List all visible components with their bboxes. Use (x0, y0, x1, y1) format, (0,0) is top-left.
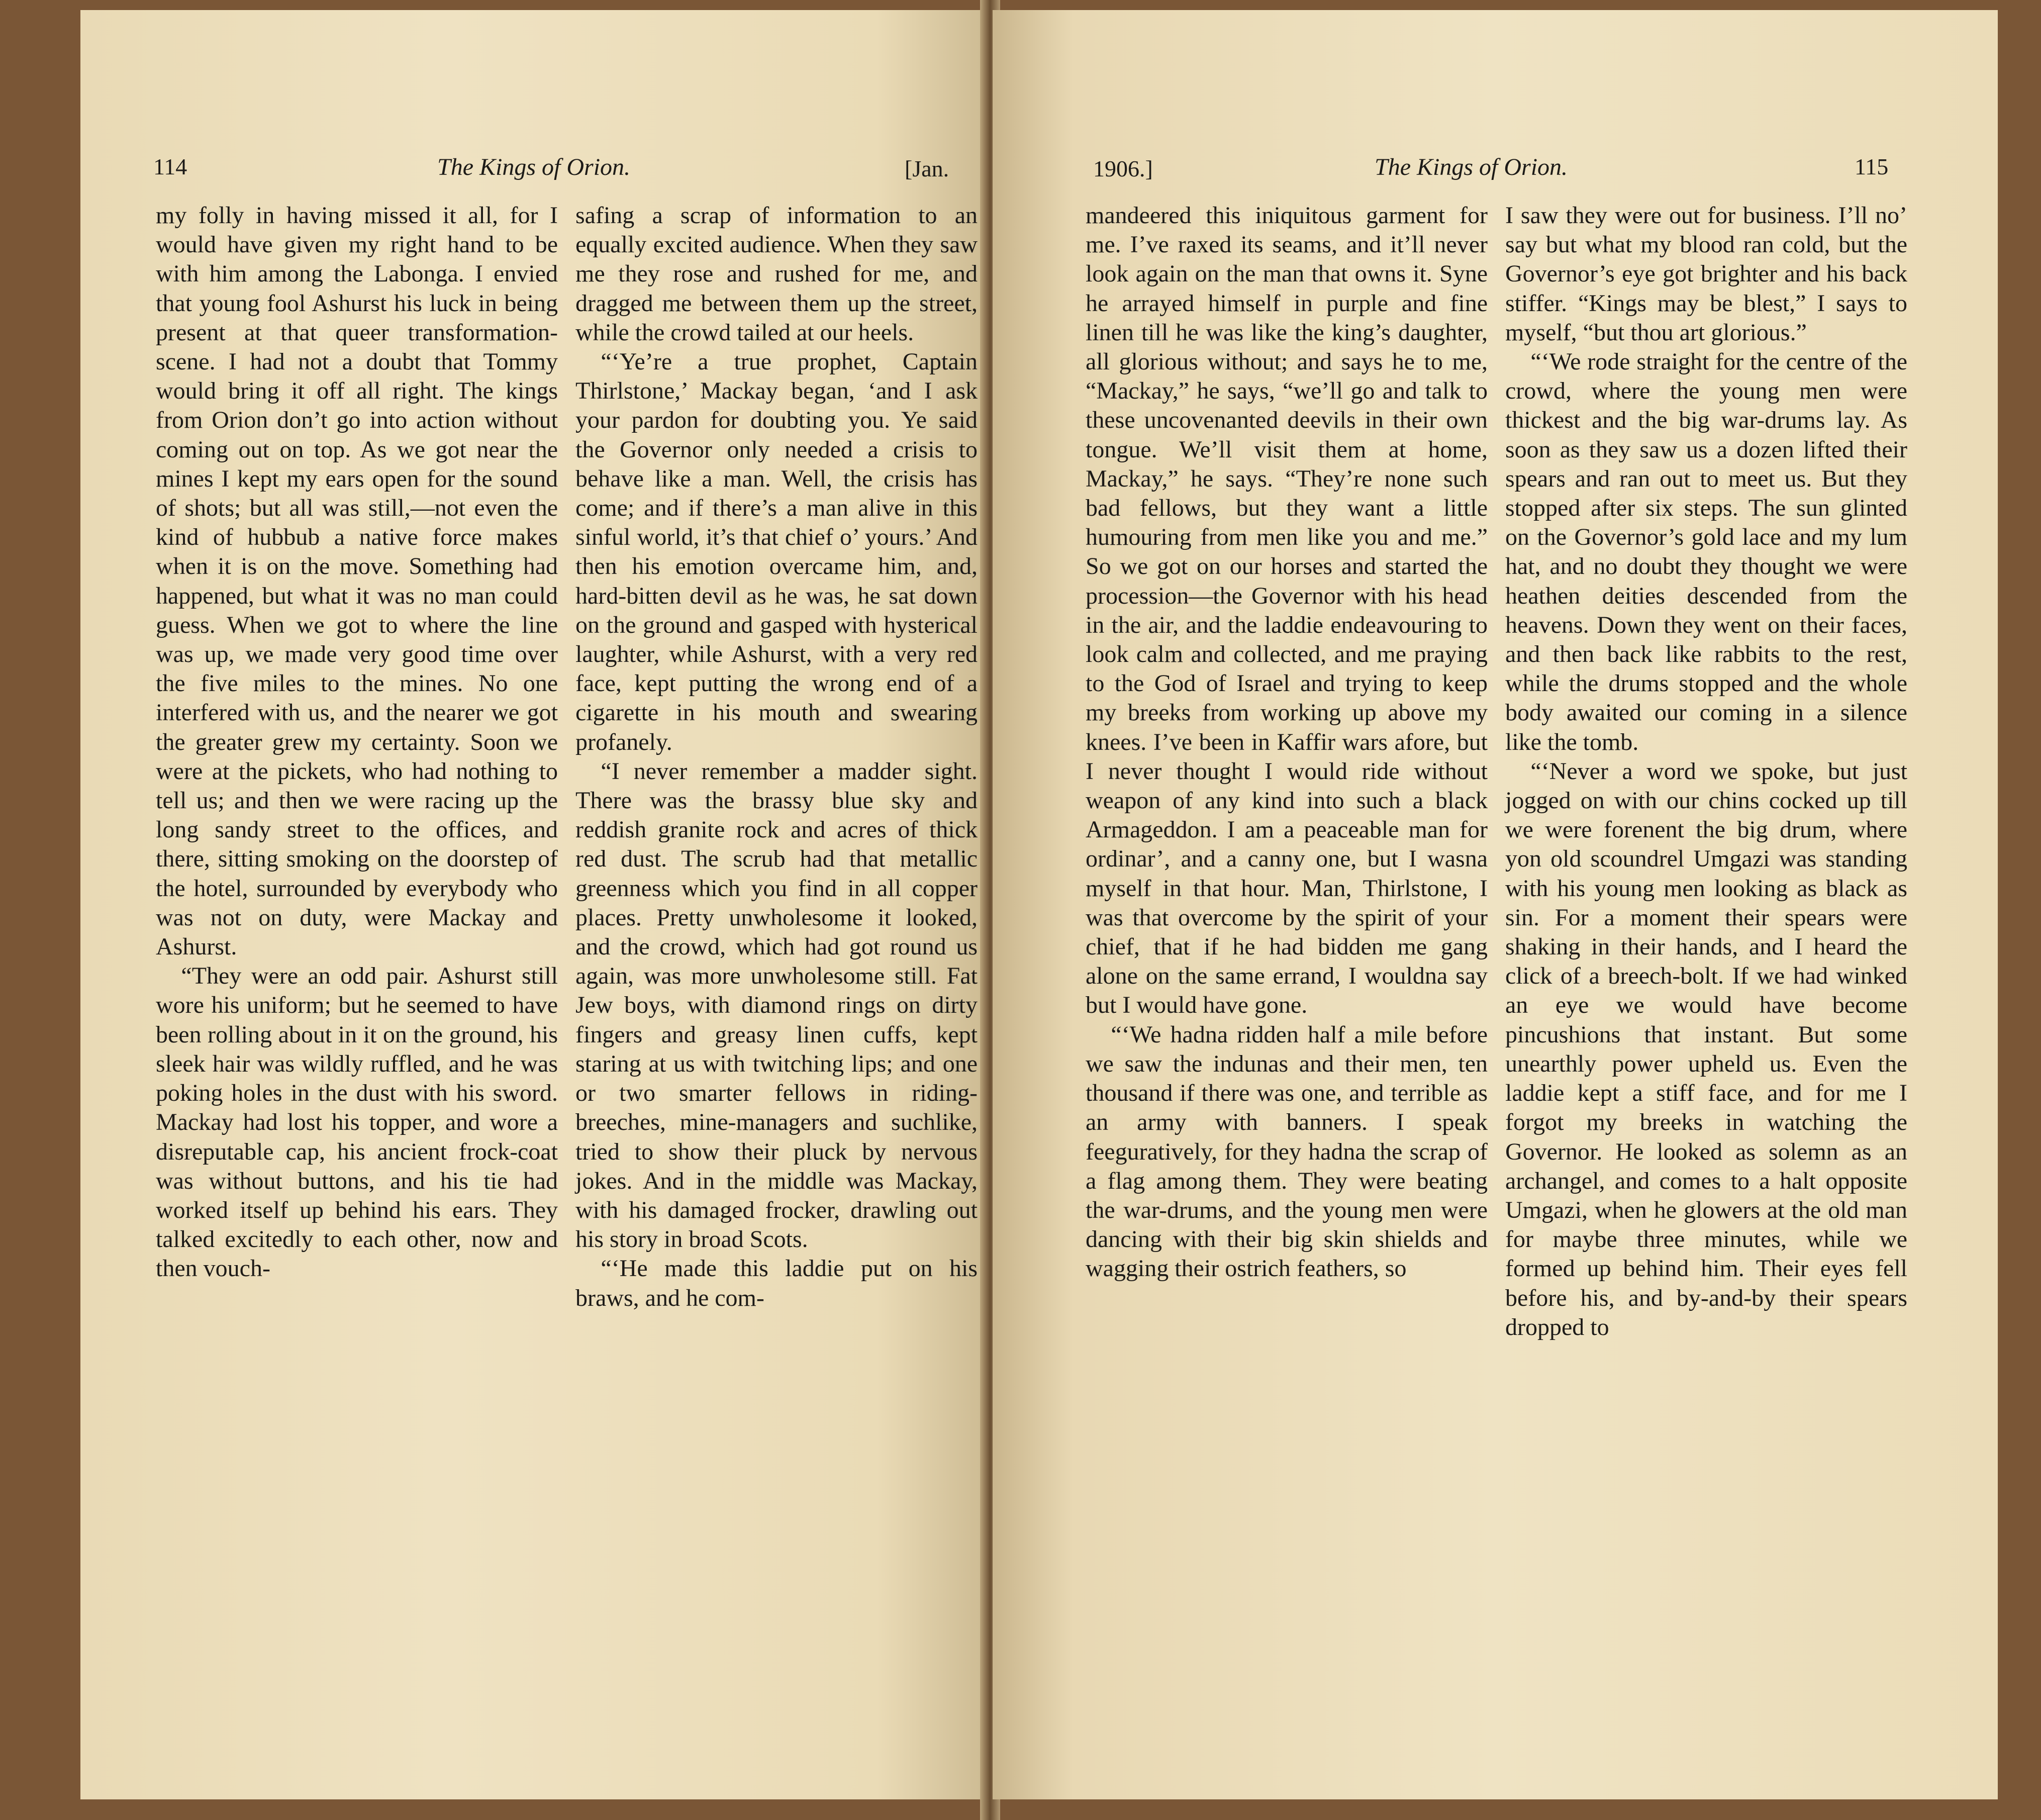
page-number: 114 (153, 154, 187, 179)
running-head-right (993, 148, 1998, 194)
running-title: The Kings of Orion. (1375, 154, 1568, 180)
paragraph: “‘He made this laddie put on his braws, and he com- (575, 1255, 978, 1311)
paragraph: “‘Ye’re a true prophet, Captain Thirlstone,’ Mackay began, ‘and I ask your pardon for doubting you. Ye said the Governor only needed a crisis to behave like a man. Well, the crisis has come; and if there’s a man alive in this sinful world, it’s that chief o’ yours.’ And then his emotion overcame him, and, hard-bitten devil as he was, he sat down on the ground and gasped with hysterical laughter, while Ashurst, with a very red face, kept putting the wrong end of a cigarette in his mouth and swearing profanely. (575, 348, 978, 755)
running-title: The Kings of Orion. (437, 154, 631, 180)
text-column-2 (575, 201, 978, 1313)
paragraph: I saw they were out for business. I’ll no’ say but what my blood ran cold, but the Governor’s eye got brighter and his back stiffer. “Kings may be blest,” I says to myself, “but thou art glorious.” (1505, 202, 1907, 346)
paragraph: “‘We rode straight for the centre of the crowd, where the young men were thickest and the big war-drums lay. As soon as they saw us a dozen lifted their spears and ran out to meet us. But they stopped after six steps. The sun glinted on the Governor’s gold lace and my lum hat, and no doubt they thought we were heathen deities descended from the heavens. Down they went on their faces, and then back like rabbits to the rest, while the drums stopped and the whole body awaited our coming in a silence like the tomb. (1505, 348, 1907, 755)
left-page (80, 10, 985, 1799)
paragraph: mandeered this iniquitous garment for me. I’ve raxed its seams, and it’ll never look again on the man that owns it. Syne he arrayed himself in purple and fine linen till he was like the king’s daughter, all glorious without; and says he to me, “Mackay,” he says, “we’ll go and talk to these uncovenanted deevils in their own tongue. We’ll visit them at home, Mackay,” he says. “They’re none such bad fellows, but they want a little humouring from men like you and me.” So we got on our horses and started the procession—the Governor with his head in the air, and the laddie endeavouring to look calm and collected, and me praying to the God of Israel and trying to keep my breeks from working up above my knees. I’ve been in Kaffir wars afore, but I never thought I would ride without weapon of any kind into such a black Armageddon. I am a peaceable man for ordinar’, and a canny one, but I wasna myself in that hour. Man, Thirlstone, I was that overcome by the spirit of your chief, that if he had bidden me gang alone on the same errand, I wouldna say but I would have gone. (1086, 202, 1488, 1019)
running-head-left (80, 148, 985, 194)
paragraph: safing a scrap of information to an equally excited audience. When they saw me they rose and rushed for me, and dragged me between them up the street, while the crowd tailed at our heels. (575, 202, 978, 346)
paragraph: “I never remember a madder sight. There was the brassy blue sky and reddish granite rock and acres of thick red dust. The scrub had that metallic greenness which you find in all copper places. Pretty unwholesome it looked, and the crowd, which had got round us again, was more unwholesome still. Fat Jew boys, with diamond rings on dirty fingers and greasy linen cuffs, kept staring at us with twitching lips; and one or two smarter fellows in riding-breeches, mine-managers and suchlike, tried to show their pluck by nervous jokes. And in the middle was Mackay, with his damaged frocker, drawling out his story in broad Scots. (575, 757, 978, 1253)
text-column-2 (1505, 201, 1907, 1342)
page-number: 115 (1855, 154, 1889, 179)
paragraph: “They were an odd pair. Ashurst still wore his uniform; but he seemed to have been rolling about in it on the ground, his sleek hair was wildly ruffled, and he was poking holes in the dust with his sword. Mackay had lost his topper, and wore a disreputable cap, his ancient frock-coat was without buttons, and his tie had worked itself up behind his ears. They talked excitedly to each other, now and then vouch- (156, 963, 558, 1282)
running-date: 1906.] (1093, 156, 1153, 181)
text-column-1 (1086, 201, 1488, 1284)
running-date: [Jan. (905, 156, 949, 181)
text-column-1 (156, 201, 558, 1284)
right-page (993, 10, 1998, 1799)
paragraph: “‘Never a word we spoke, but just jogged on with our chins cocked up till we were forenent the big drum, where yon old scoundrel Umgazi was standing with his young men looking as black as sin. For a moment their spears were shaking in their hands, and I heard the click of a breech-bolt. If we had winked an eye we would have become pincushions that instant. But some unearthly power upheld us. Even the laddie kept a stiff face, and for me I forgot my breeks in watching the Governor. He looked as solemn as an archangel, and comes to a halt opposite Umgazi, when he glowers at the old man for maybe three minutes, while we formed up behind him. Their eyes fell before his, and by-and-by their spears dropped to (1505, 757, 1907, 1340)
paragraph: “‘We hadna ridden half a mile before we saw the indunas and their men, ten thousand if there was one, and terrible as an army with banners. I speak feeguratively, for they hadna the scrap of a flag among them. They were beating the war-drums, and the young men were dancing with their big skin shields and wagging their ostrich feathers, so (1086, 1021, 1488, 1282)
paragraph: my folly in having missed it all, for I would have given my right hand to be with him among the Labonga. I envied that young fool Ashurst his luck in being present at that queer transformation-scene. I had not a doubt that Tommy would bring it off all right. The kings from Orion don’t go into action without coming out on top. As we got near the mines I kept my ears open for the sound of shots; but all was still,—not even the kind of hubbub a native force makes when it is on the move. Something had happened, but what it was no man could guess. When we got to where the line was up, we made very good time over the five miles to the mines. No one interfered with us, and the nearer we got the greater grew my certainty. Soon we were at the pickets, who had nothing to tell us; and then we were racing up the long sandy street to the offices, and there, sitting smoking on the doorstep of the hotel, surrounded by everybody who was not on duty, were Mackay and Ashurst. (156, 202, 558, 961)
